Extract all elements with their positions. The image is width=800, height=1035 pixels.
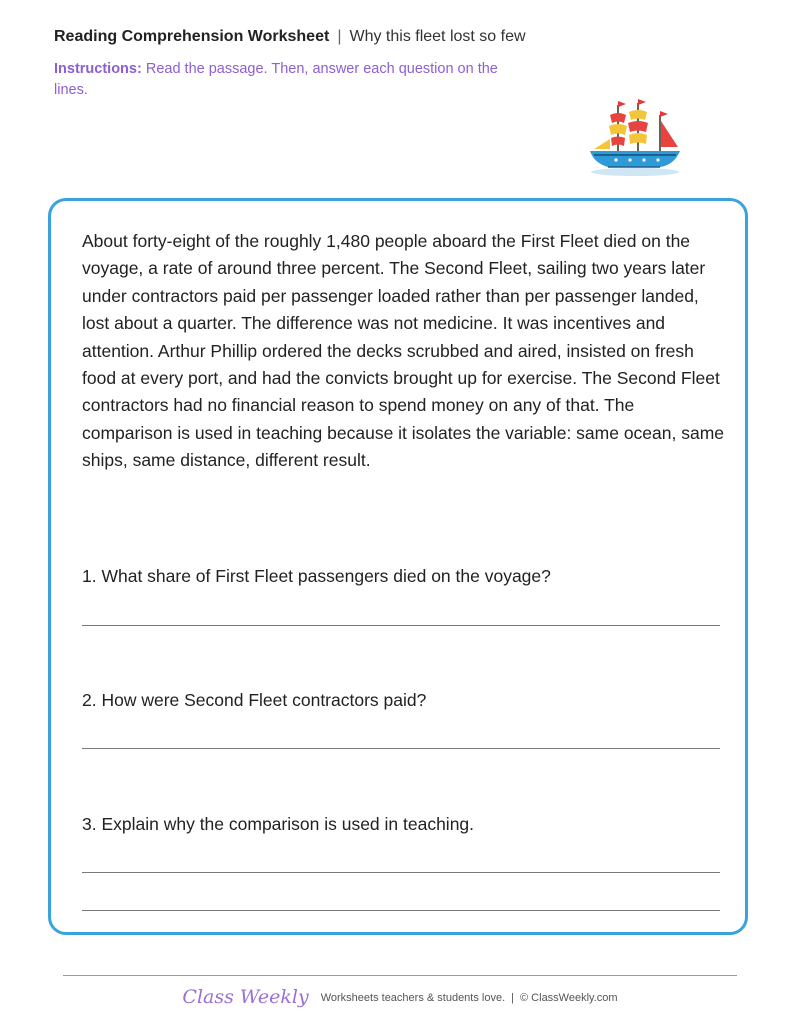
brand-logo: Class Weekly xyxy=(182,986,309,1008)
instructions-label: Instructions: xyxy=(54,61,142,77)
answer-line-2[interactable] xyxy=(82,748,720,749)
sailing-ship-icon xyxy=(580,95,690,180)
footer-copyright: © ClassWeekly.com xyxy=(520,992,618,1004)
worksheet-header xyxy=(54,27,526,47)
footer-separator: | xyxy=(511,992,515,1004)
passage-panel xyxy=(48,198,748,935)
footer-tagline: Worksheets teachers & students love. xyxy=(320,992,506,1004)
instructions-text: Read the passage. Then, answer each question on the lines. xyxy=(54,61,498,98)
footer xyxy=(0,986,800,1008)
reading-passage: About forty-eight of the roughly 1,480 people aboard the First Fleet died on the voyage, a rate of around three percent. The Second Fleet, sailing two years later under contractors paid per passenger loaded rather than per passenger landed, lost about a quarter. The difference was not medicine. It was incentives and attention. Arthur Phillip ordered the decks scrubbed and aired, insisted on fresh food at every port, and had the convicts brought up for exercise. The Second Fleet contractors had no financial reason to spend money on any of that. The comparison is used in teaching because it isolates the variable: same ocean, same ships, same distance, different result. xyxy=(82,231,725,471)
header-separator: | xyxy=(337,28,342,45)
question-1: 1. What share of First Fleet passengers died on the voyage? xyxy=(82,566,551,586)
answer-line-3b[interactable] xyxy=(82,910,720,911)
footer-divider xyxy=(63,975,737,976)
question-3: 3. Explain why the comparison is used in teaching. xyxy=(82,814,475,834)
worksheet-title: Reading Comprehension Worksheet xyxy=(54,28,330,45)
worksheet-subtitle: Why this fleet lost so few xyxy=(349,28,526,45)
answer-line-1[interactable] xyxy=(82,625,720,626)
answer-line-3a[interactable] xyxy=(82,872,720,873)
instructions xyxy=(54,59,514,101)
question-2: 2. How were Second Fleet contractors paid? xyxy=(82,690,427,710)
